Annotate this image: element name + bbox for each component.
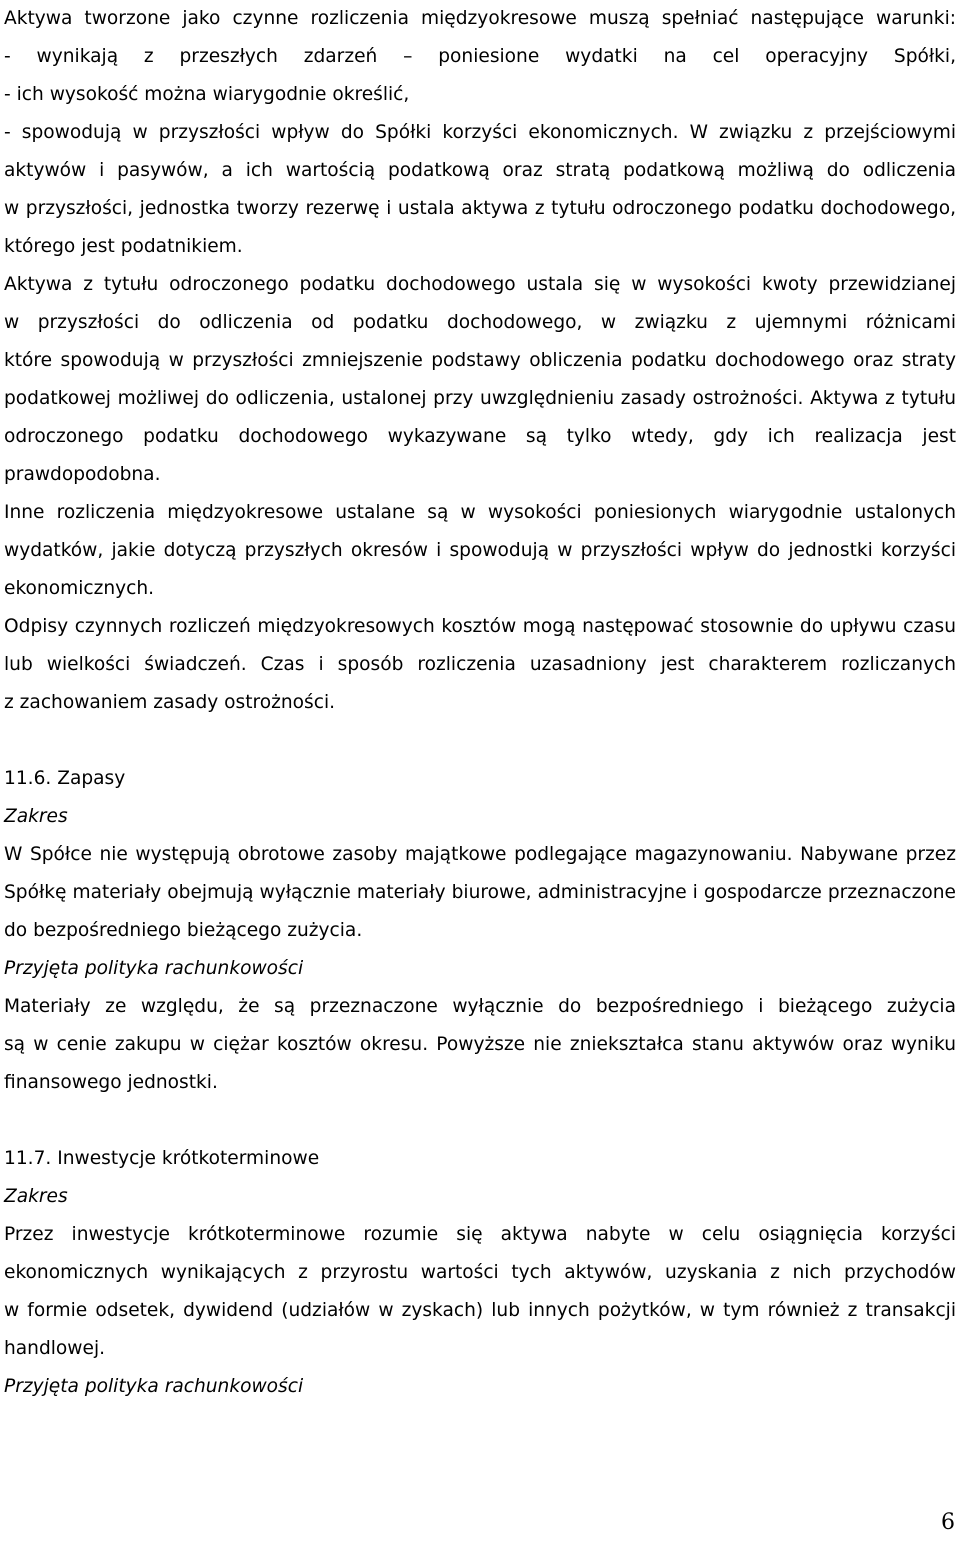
text-line: prawdopodobna. bbox=[4, 464, 161, 485]
paragraph-other-accruals bbox=[4, 494, 956, 608]
scope-label: Zakres bbox=[4, 1186, 68, 1207]
spacer bbox=[4, 722, 956, 760]
text-line: podatkowej możliwej do odliczenia, ustalonej przy uwzględnieniu zasady ostrożności. Aktywa z tytułu bbox=[4, 388, 956, 409]
text-line: z zachowaniem zasady ostrożności. bbox=[4, 692, 336, 713]
text-line: Aktywa z tytułu odroczonego podatku dochodowego ustala się w wysokości kwoty przewidzianej bbox=[4, 274, 956, 295]
text-line: wydatków, jakie dotyczą przyszłych okresów i spowodują w przyszłości wpływ do jednostki korzyści bbox=[4, 540, 956, 561]
text-line: w formie odsetek, dywidend (udziałów w zyskach) lub innych pożytków, w tym również z transakcji bbox=[4, 1300, 956, 1321]
inventories-scope-text bbox=[4, 836, 956, 950]
text-line: lub wielkości świadczeń. Czas i sposób rozliczenia uzasadniony jest charakterem rozliczanych bbox=[4, 654, 956, 675]
text-line: finansowego jednostki. bbox=[4, 1072, 218, 1093]
text-line: Materiały ze względu, że są przeznaczone wyłącznie do bezpośredniego i bieżącego zużycia bbox=[4, 996, 956, 1017]
inventories-policy-text bbox=[4, 988, 956, 1102]
text-line: ekonomicznych wynikających z przyrostu wartości tych aktywów, uzyskania z nich przychodów bbox=[4, 1262, 956, 1283]
text-line: odroczonego podatku dochodowego wykazywane są tylko wtedy, gdy ich realizacja jest bbox=[4, 426, 956, 447]
text-line: handlowej. bbox=[4, 1338, 106, 1359]
text-line: W Spółce nie występują obrotowe zasoby majątkowe podlegające magazynowaniu. Nabywane przez bbox=[4, 844, 956, 865]
text-line: które spowodują w przyszłości zmniejszenie podstawy obliczenia podatku dochodowego oraz straty bbox=[4, 350, 956, 371]
section-inventories bbox=[4, 760, 956, 1102]
text-line: w przyszłości, jednostka tworzy rezerwę i ustala aktywa z tytułu odroczonego podatku dochodowego, bbox=[4, 198, 956, 219]
text-line: - wynikają z przeszłych zdarzeń – poniesione wydatki na cel operacyjny Spółki, bbox=[4, 46, 956, 67]
text-line: w przyszłości do odliczenia od podatku dochodowego, w związku z ujemnymi różnicami bbox=[4, 312, 956, 333]
policy-label: Przyjęta polityka rachunkowości bbox=[4, 958, 304, 979]
text-line: Spółkę materiały obejmują wyłącznie materiały biurowe, administracyjne i gospodarcze przeznaczone bbox=[4, 882, 956, 903]
page-number: 6 bbox=[941, 1510, 955, 1535]
text-line: ekonomicznych. bbox=[4, 578, 155, 599]
paragraph-accrual-writeoffs bbox=[4, 608, 956, 722]
document-page bbox=[4, 0, 956, 1406]
section-heading-short-term-investments: 11.7. Inwestycje krótkoterminowe bbox=[4, 1148, 320, 1169]
text-line: Przez inwestycje krótkoterminowe rozumie się aktywa nabyte w celu osiągnięcia korzyści bbox=[4, 1224, 956, 1245]
text-line: do bezpośredniego bieżącego zużycia. bbox=[4, 920, 363, 941]
paragraph-deferred-costs-conditions bbox=[4, 0, 956, 266]
section-heading-inventories: 11.6. Zapasy bbox=[4, 768, 126, 789]
spacer bbox=[4, 1102, 956, 1140]
text-line: którego jest podatnikiem. bbox=[4, 236, 243, 257]
policy-label: Przyjęta polityka rachunkowości bbox=[4, 1376, 304, 1397]
text-line: - ich wysokość można wiarygodnie określić, bbox=[4, 84, 410, 105]
text-line: aktywów i pasywów, a ich wartością podatkową oraz stratą podatkową możliwą do odliczenia bbox=[4, 160, 956, 181]
paragraph-deferred-tax-assets bbox=[4, 266, 956, 494]
section-short-term-investments bbox=[4, 1140, 956, 1406]
text-line: są w cenie zakupu w ciężar kosztów okresu. Powyższe nie zniekształca stanu aktywów oraz wyniku bbox=[4, 1034, 956, 1055]
text-line: Inne rozliczenia międzyokresowe ustalane są w wysokości poniesionych wiarygodnie ustalonych bbox=[4, 502, 956, 523]
text-line: Aktywa tworzone jako czynne rozliczenia międzyokresowe muszą spełniać następujące warunki: bbox=[4, 8, 956, 29]
text-line: - spowodują w przyszłości wpływ do Spółki korzyści ekonomicznych. W związku z przejściowymi bbox=[4, 122, 956, 143]
scope-label: Zakres bbox=[4, 806, 68, 827]
investments-scope-text bbox=[4, 1216, 956, 1368]
text-line: Odpisy czynnych rozliczeń międzyokresowych kosztów mogą następować stosownie do upływu czasu bbox=[4, 616, 956, 637]
